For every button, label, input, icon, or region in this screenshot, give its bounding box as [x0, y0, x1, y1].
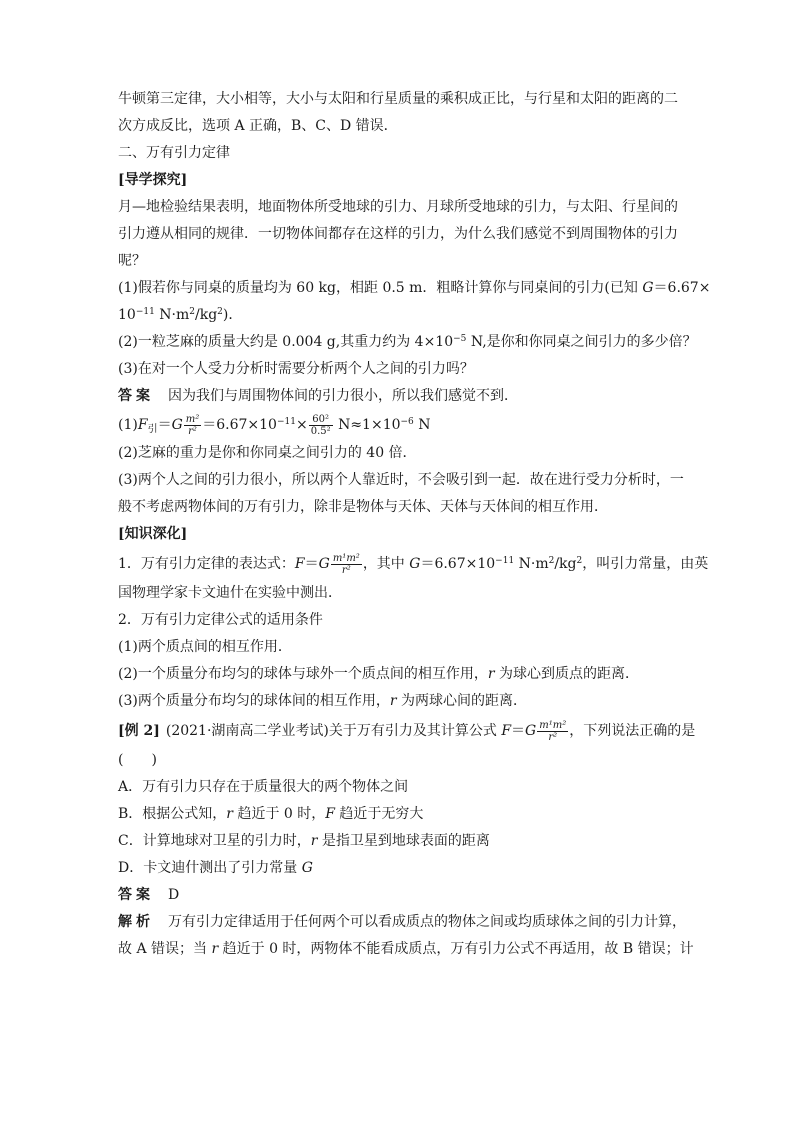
- fraction: $\frac{\text{m¹m²}}{\text{r²}}$: [539, 719, 567, 743]
- answer-line: 答案 因为我们与周围物体间的引力很小，所以我们感觉不到．: [118, 388, 518, 404]
- example-2-paren: ( ): [118, 752, 157, 768]
- analysis-line1: 解析 万有引力定律适用于任何两个可以看成质点的物体之间或均质球体之间的引力计算，: [118, 914, 686, 930]
- deepen-heading: [知识深化]: [118, 526, 188, 542]
- question-3: (3)在对一个人受力分析时需要分析两个人之间的引力吗？: [118, 361, 474, 377]
- text-line: 引力遵从相同的规律．一切物体间都存在这样的引力，为什么我们感觉不到周围物体的引力: [118, 226, 678, 242]
- answer-3-line1: (3)两个人之间的引力很小，所以两个人靠近时，不会吸引到一起．故在进行受力分析时，一: [118, 472, 684, 488]
- fraction: $\frac{\text{m²}}{\text{r²}}$: [185, 413, 200, 437]
- option-d: D．卡文迪什测出了引力常量 G: [118, 860, 313, 876]
- knowledge-2c: (3)两个质量分布均匀的球体间的相互作用，r 为两球心间的距离．: [118, 693, 527, 709]
- fraction: $\frac{\text{m¹m²}}{\text{r²}}$: [332, 552, 360, 576]
- question-2: (2)一粒芝麻的质量大约是 0.004 g,其重力约为 $4\times 10^{-5}$ N,是你和你同桌之间引力的多少倍？: [118, 334, 697, 350]
- section-title: 二、万有引力定律: [118, 145, 230, 161]
- example-label: [例 2]: [118, 723, 160, 739]
- analysis-label: 解析: [118, 914, 154, 930]
- answer-3-line2: 般不考虑两物体间的万有引力，除非是物体与天体、天体与天体间的相互作用．: [118, 499, 608, 515]
- text-line: 牛顿第三定律，大小相等，大小与太阳和行星质量的乘积成正比，与行星和太阳的距离的二: [118, 91, 678, 107]
- text-line: 次方成反比，选项 A 正确，B、C、D 错误．: [118, 118, 398, 134]
- knowledge-2: 2．万有引力定律公式的适用条件: [118, 612, 323, 628]
- answer-label: 答案: [118, 388, 154, 404]
- knowledge-1-line1: 1．万有引力定律的表达式：F＝G $\frac{\text{m¹m²}}{\text{r²}}$ ，其中 $G=6.67\times 10^{-11}$ $N\cdot m^2/kg^2$，叫引力常量，由英: [118, 552, 709, 576]
- example-answer: 答案 D: [118, 887, 180, 903]
- guide-heading: [导学探究]: [118, 172, 188, 188]
- fraction: $\frac{\text{60²}}{\text{0.5²}}$: [310, 413, 331, 437]
- example-2-line1: [例 2] (2021·湖南高二学业考试)关于万有引力及其计算公式 F＝G $\frac{\text{m¹m²}}{\text{r²}}$ ，下列说法正确的是: [118, 719, 696, 743]
- knowledge-1-line2: 国物理学家卡文迪什在实验中测出．: [118, 585, 342, 601]
- answer-2: (2)芝麻的重力是你和你同桌之间引力的 40 倍．: [118, 445, 417, 461]
- question-1-line1: (1)假若你与同桌的质量均为 60 kg，相距 0.5 m．粗略计算你与同桌间的引力(已知 G＝6.67×: [118, 280, 711, 296]
- option-b: B．根据公式知，r 趋近于 0 时，F 趋近于无穷大: [118, 806, 424, 822]
- question-1-line2: $10^{-11}$ $N\cdot m^2/kg^2$)．: [118, 307, 243, 323]
- answer-label: 答案: [118, 887, 154, 903]
- knowledge-2a: (1)两个质点间的相互作用．: [118, 639, 292, 655]
- document-page: [118, 86, 711, 963]
- option-a: A．万有引力只存在于质量很大的两个物体之间: [118, 779, 409, 795]
- option-c: C．计算地球对卫星的引力时，r 是指卫星到地球表面的距离: [118, 833, 490, 849]
- answer-calc: $(1)F_引=G$ $\frac{\text{m²}}{\text{r²}}$ $=6.67\times 10^{-11}\times$ $\frac{\text{60²}}{\text{0.5²}}$ $N\approx 1\times 10^{-6}$ N: [118, 413, 431, 437]
- text-line: 呢？: [118, 253, 146, 269]
- analysis-line2: 故 A 错误；当 r 趋近于 0 时，两物体不能看成质点，万有引力公式不再适用，故 B 错误；计: [118, 941, 694, 957]
- knowledge-2b: (2)一个质量分布均匀的球体与球外一个质点间的相互作用，r 为球心到质点的距离．: [118, 666, 639, 682]
- text-line: 月—地检验结果表明，地面物体所受地球的引力、月球所受地球的引力，与太阳、行星间的: [118, 199, 678, 215]
